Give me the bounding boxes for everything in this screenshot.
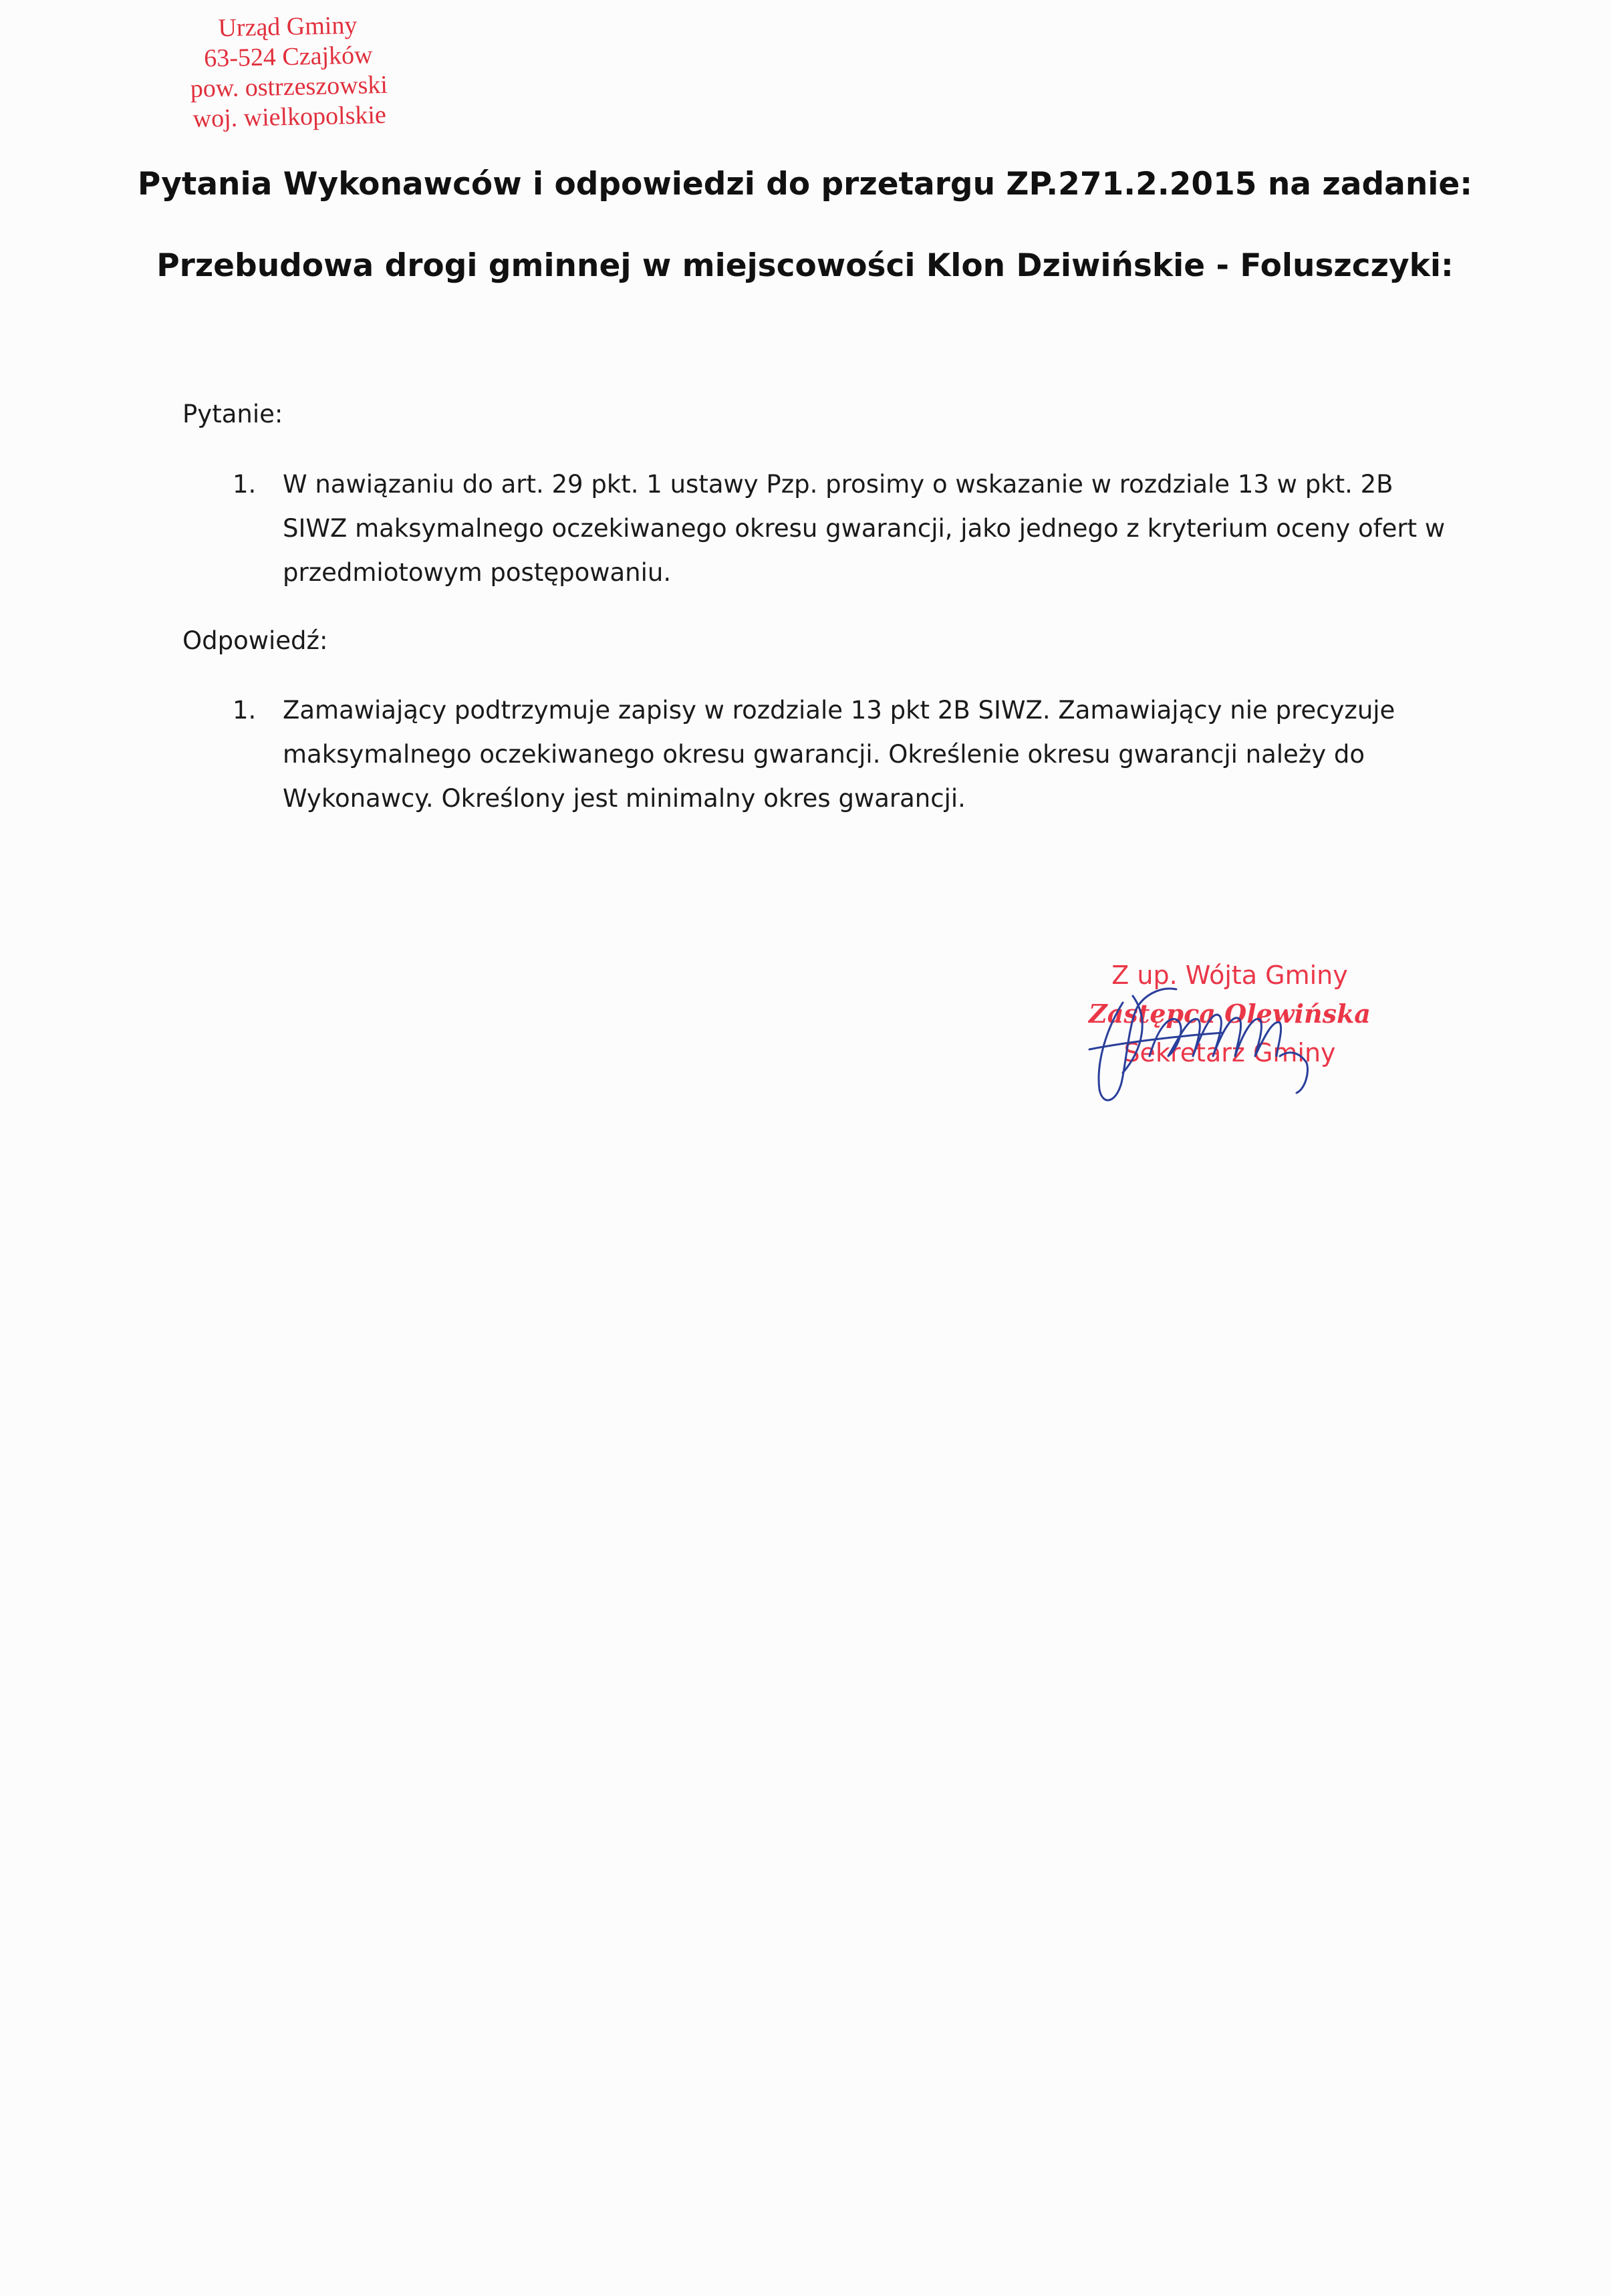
question-list	[233, 463, 1502, 595]
question-label: Pytanie:	[182, 400, 283, 428]
item-number: 1.	[233, 696, 257, 725]
stamp-line-office: Urząd Gminy	[218, 11, 358, 43]
handwritten-signature	[1043, 956, 1417, 1116]
item-text-line: maksymalnego oczekiwanego okresu gwarancji. Określenie okresu gwarancji należy do	[283, 740, 1365, 769]
stamp-line-voivodeship: woj. wielkopolskie	[192, 100, 387, 134]
list-item	[233, 688, 1502, 821]
list-item	[233, 463, 1502, 595]
document-title: Pytania Wykonawców i odpowiedzi do przetargu ZP.271.2.2015 na zadanie:	[137, 166, 1473, 203]
item-text-line: Zamawiający podtrzymuje zapisy w rozdziale 13 pkt 2B SIWZ. Zamawiający nie precyzuje	[283, 696, 1395, 725]
signature-stamp-line-2: Zastępca Olewińska	[1089, 999, 1371, 1029]
item-text-line: przedmiotowym postępowaniu.	[283, 558, 672, 587]
answer-label: Odpowiedź:	[182, 626, 328, 655]
answer-list	[233, 688, 1502, 821]
stamp-line-postal: 63-524 Czajków	[203, 41, 373, 73]
signature-block	[1043, 956, 1417, 1116]
item-text-line: SIWZ maksymalnego oczekiwanego okresu gwarancji, jako jednego z kryterium oceny ofert w	[283, 514, 1446, 543]
document-subtitle: Przebudowa drogi gminnej w miejscowości Klon Dziwińskie - Foluszczyki:	[156, 247, 1454, 284]
item-text-line: W nawiązaniu do art. 29 pkt. 1 ustawy Pzp. prosimy o wskazanie w rozdziale 13 w pkt. 2B	[283, 470, 1393, 499]
item-text-line: Wykonawcy. Określony jest minimalny okres gwarancji.	[283, 784, 966, 813]
signature-stamp-line-1: Z up. Wójta Gminy	[1111, 961, 1348, 990]
item-number: 1.	[233, 470, 257, 499]
signature-stamp-line-3: Sekretarz Gminy	[1123, 1038, 1336, 1067]
stamp-line-county: pow. ostrzeszowski	[190, 70, 388, 104]
office-stamp	[160, 9, 417, 135]
